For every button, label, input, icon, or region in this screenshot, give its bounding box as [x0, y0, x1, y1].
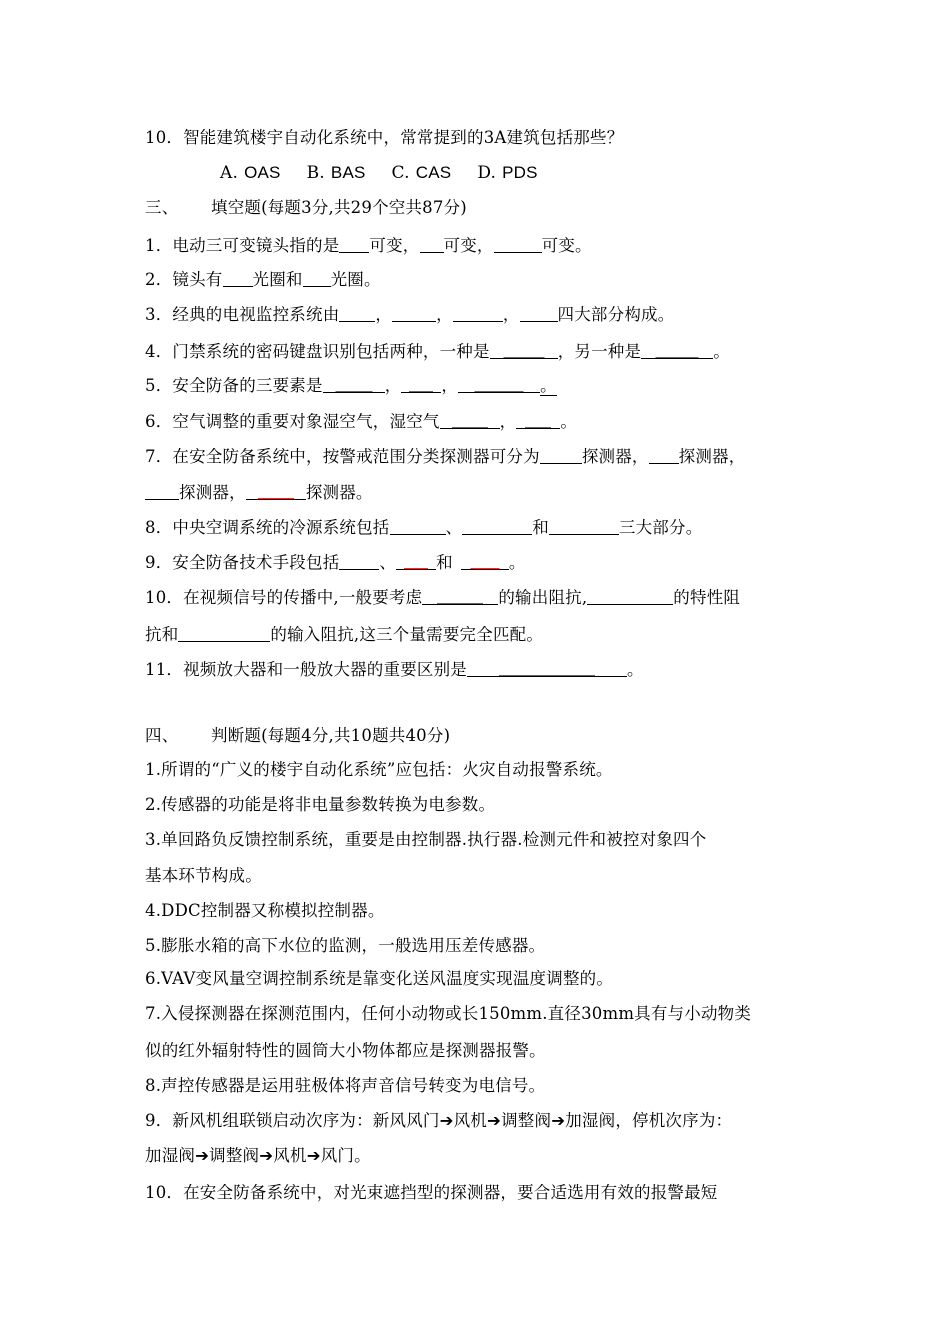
fill-question-9: 9．安全防备技术手段包括 、 和 。: [145, 553, 526, 572]
answer-blank[interactable]: [390, 516, 446, 535]
fill-question-2: 2．镜头有 光圈和 光圈。: [145, 270, 381, 289]
judge-item: 4.DDC控制器又称模拟控制器。: [145, 901, 385, 920]
judge-item-cont: 基本环节构成。: [145, 866, 262, 885]
option-d-letter: D.: [477, 163, 497, 183]
question-10-options: [220, 162, 900, 184]
answer-blank[interactable]: [520, 303, 558, 322]
judge-item-10: 10．在安全防备系统中，对光束遮挡型的探测器，要合适选用有效的报警最短: [145, 1183, 718, 1202]
option-b-text: BAS: [330, 163, 366, 182]
answer-blank[interactable]: [392, 303, 436, 322]
judge-item: 2.传感器的功能是将非电量参数转换为电参数。: [145, 795, 496, 814]
arrow-right-icon: ➔: [195, 1146, 210, 1165]
judge-item: 3.单回路负反馈控制系统，重要是由控制器.执行器.检测元件和被控对象四个: [145, 830, 707, 849]
fill-question-1: 1．电动三可变镜头指的是 可变， 可变， 可变。: [145, 236, 592, 255]
answer-blank[interactable]: [641, 340, 713, 359]
answer-blank[interactable]: [339, 303, 375, 322]
judge-item-9-cont: 加湿阀➔调整阀➔风机➔风门。: [145, 1146, 371, 1165]
answer-blank[interactable]: [303, 268, 331, 287]
section-3-number: 三、: [145, 198, 179, 217]
answer-blank[interactable]: [462, 516, 532, 535]
judge-item: 5.膨胀水箱的高下水位的监测，一般选用压差传感器。: [145, 936, 546, 955]
option-d-text: PDS: [502, 163, 538, 182]
fill-question-10: 10．在视频信号的传播中,一般要考虑 的输出阻抗, 的特性阻: [145, 588, 741, 607]
answer-blank[interactable]: [467, 658, 627, 677]
judge-item: 6.VAV变风量空调控制系统是靠变化送风温度实现温度调整的。: [145, 969, 614, 988]
option-c-letter: C.: [391, 163, 410, 183]
question-10-mc: 10．智能建筑楼宇自动化系统中，常常提到的3A建筑包括那些？: [145, 128, 624, 147]
answer-blank[interactable]: [178, 623, 270, 642]
answer-blank[interactable]: [145, 481, 179, 500]
answer-blank[interactable]: [453, 303, 503, 322]
judge-item: 8.声控传感器是运用驻极体将声音信号转变为电信号。: [145, 1076, 546, 1095]
answer-blank[interactable]: [649, 445, 679, 464]
answer-blank[interactable]: [422, 586, 498, 605]
answer-blank[interactable]: [540, 445, 582, 464]
answer-blank[interactable]: [420, 234, 444, 253]
answer-blank[interactable]: [401, 374, 441, 393]
judge-item: 7.入侵探测器在探测范围内，任何小动物或长150mm.直径30mm具有与小动物类: [145, 1004, 752, 1023]
section-3-heading: [145, 197, 825, 219]
answer-blank[interactable]: [461, 551, 509, 570]
judge-item-9: 9．新风机组联锁启动次序为：新风风门➔风机➔调整阀➔加湿阀，停机次序为：: [145, 1111, 733, 1130]
answer-blank[interactable]: [587, 586, 673, 605]
arrow-right-icon: ➔: [259, 1146, 274, 1165]
option-b-letter: B.: [306, 163, 325, 183]
section-4-number: 四、: [145, 726, 179, 745]
fill-question-7-cont: 探测器， 探测器。: [145, 479, 825, 504]
fill-question-3: 3．经典的电视监控系统由 ， ， ， 四大部分构成。: [145, 305, 675, 324]
answer-blank[interactable]: [549, 516, 619, 535]
arrow-right-icon: ➔: [551, 1111, 566, 1130]
fill-question-11: 11．视频放大器和一般放大器的重要区别是 。: [145, 660, 644, 679]
answer-blank[interactable]: [223, 268, 253, 287]
answer-blank[interactable]: [458, 374, 540, 393]
fill-question-8: 8．中央空调系统的冷源系统包括 、 和 三大部分。: [145, 518, 703, 537]
arrow-right-icon: ➔: [306, 1146, 321, 1165]
section-3-title: 填空题(每题3分,共29个空共87分): [211, 198, 467, 217]
option-c-text: CAS: [415, 163, 452, 182]
fill-question-4: 4．门禁系统的密码键盘识别包括两种，一种是 ，另一种是 。: [145, 342, 730, 361]
answer-blank[interactable]: [323, 374, 385, 393]
answer-blank[interactable]: [490, 340, 558, 359]
fill-question-10-cont: 抗和 的输入阻抗,这三个量需要完全匹配。: [145, 625, 544, 644]
answer-blank[interactable]: [339, 551, 379, 570]
fill-question-5: 5．安全防备的三要素是 ， ， 。: [145, 376, 557, 395]
section-4-heading: [145, 725, 825, 747]
judge-item-cont: 似的红外辐射特性的圆筒大小物体都应是探测器报警。: [145, 1041, 546, 1060]
answer-blank[interactable]: [396, 551, 436, 570]
answer-blank[interactable]: [440, 410, 500, 429]
option-a-letter: A.: [220, 163, 239, 183]
option-a-text: OAS: [244, 163, 281, 182]
answer-blank[interactable]: [339, 234, 369, 253]
section-4-title: 判断题(每题4分,共10题共40分): [211, 726, 451, 745]
judge-item: 1.所谓的“广义的楼宇自动化系统”应包括：火灾自动报警系统。: [145, 760, 613, 779]
answer-blank[interactable]: [516, 410, 560, 429]
fill-question-7: 7．在安全防备系统中，按警戒范围分类探测器可分为 探测器， 探测器，: [145, 447, 746, 466]
arrow-right-icon: ➔: [487, 1111, 502, 1130]
arrow-right-icon: ➔: [439, 1111, 454, 1130]
answer-blank[interactable]: [246, 481, 306, 500]
answer-blank[interactable]: [494, 234, 542, 253]
fill-question-6: 6．空气调整的重要对象湿空气，湿空气 ， 。: [145, 412, 578, 431]
